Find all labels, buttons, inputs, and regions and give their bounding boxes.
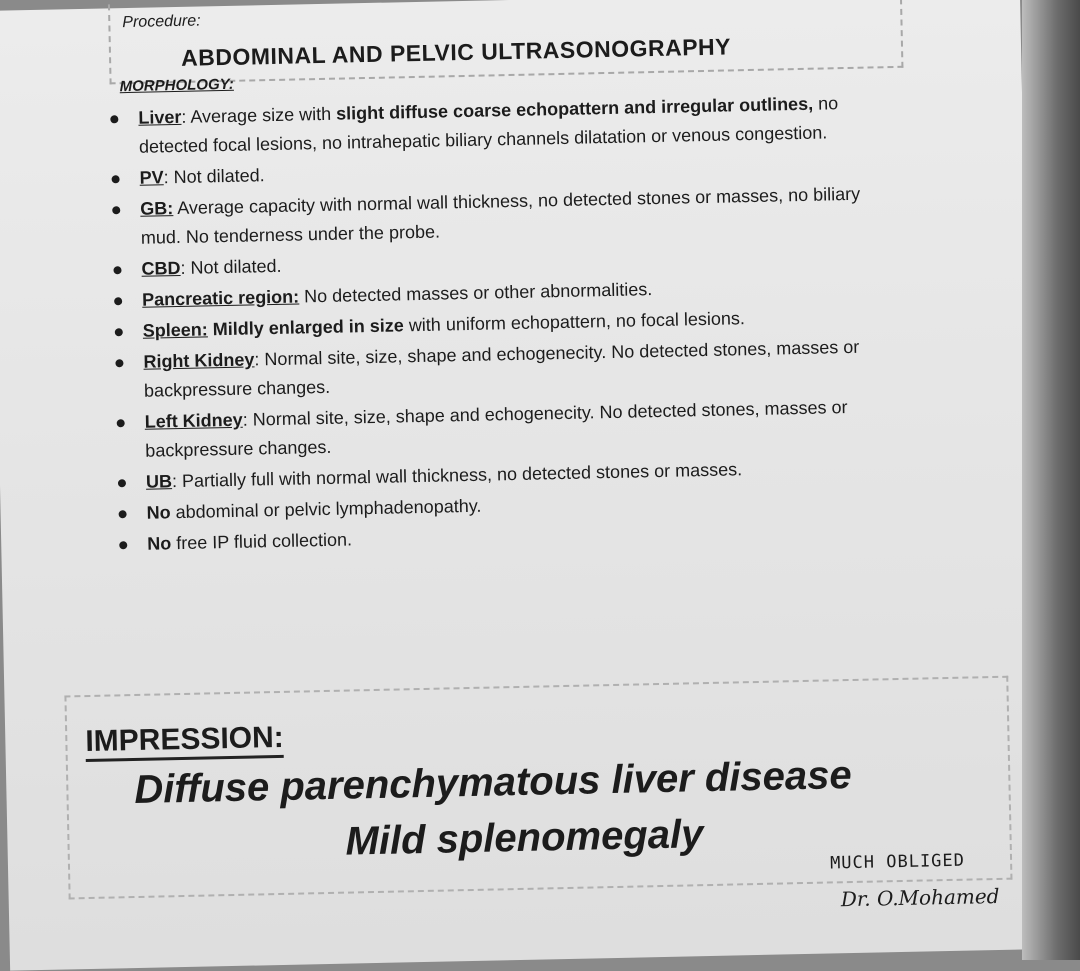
bullet xyxy=(115,359,123,367)
finding-label: CBD xyxy=(141,257,181,279)
finding-text: Average capacity with normal wall thickness, no detected stones or masses, no biliary mud. No tenderness under the probe. xyxy=(140,183,861,248)
bullet xyxy=(112,206,120,214)
bullet xyxy=(119,541,127,549)
finding-text: abdominal or pelvic lymphadenopathy. xyxy=(170,495,482,523)
finding-sep: : xyxy=(163,167,169,188)
finding-emphasis: No xyxy=(147,533,172,554)
finding-label: Pancreatic region: xyxy=(141,286,300,310)
page-edge xyxy=(1022,0,1080,960)
bullet xyxy=(118,479,126,487)
bullet xyxy=(110,115,118,123)
finding-emphasis: Mildly enlarged in size xyxy=(207,315,405,340)
procedure-label: Procedure: xyxy=(122,12,201,32)
findings-list xyxy=(102,88,901,561)
bullet xyxy=(114,297,122,305)
finding-text: Not dilated. xyxy=(168,165,265,188)
bullet xyxy=(113,266,121,274)
finding-label: PV xyxy=(139,167,164,188)
finding-label: Left Kidney xyxy=(144,409,243,432)
finding-sep: : xyxy=(181,106,187,127)
finding-label: Liver xyxy=(138,106,182,128)
impression-heading: IMPRESSION: xyxy=(85,721,284,762)
finding-sep: : xyxy=(171,471,178,492)
bullet xyxy=(117,419,125,427)
finding-label: Spleen: xyxy=(142,319,209,341)
finding-label: Right Kidney xyxy=(143,349,255,372)
finding-text: Normal site, size, shape and echogenecity. No detected stones, masses or backpressure changes. xyxy=(143,336,860,401)
finding-label: GB: xyxy=(140,198,174,219)
finding-text: with uniform echopattern, no focal lesions. xyxy=(403,308,746,336)
finding-text: No detected masses or other abnormalities. xyxy=(298,279,653,307)
closing-text: MUCH OBLIGED xyxy=(829,850,966,874)
finding-sep: : xyxy=(180,257,186,278)
impression-line-2: Mild splenomegaly xyxy=(345,812,704,864)
finding-text: Average size with xyxy=(186,103,332,127)
finding-text: free IP fluid collection. xyxy=(171,529,353,554)
finding-text: Not dilated. xyxy=(185,255,282,278)
finding-emphasis: slight diffuse coarse echopattern and irregular outlines, xyxy=(330,93,814,124)
finding-emphasis: No xyxy=(146,502,171,523)
finding-label: UB xyxy=(145,471,173,492)
finding-text: no detected focal lesions, no intrahepatic biliary channels dilatation or venous congestion. xyxy=(138,93,839,157)
finding-text: Partially full with normal wall thickness, no detected stones or masses. xyxy=(176,459,743,492)
impression-line-1: Diffuse parenchymatous liver disease xyxy=(133,753,853,813)
report-title: ABDOMINAL AND PELVIC ULTRASONOGRAPHY xyxy=(180,33,732,71)
bullet xyxy=(112,175,120,183)
finding-sep: : xyxy=(254,349,260,370)
bullet xyxy=(119,510,127,518)
finding-text: Normal site, size, shape and echogenecity. No detected stones, masses or backpressure changes. xyxy=(145,397,848,461)
doctor-signature: Dr. O.Mohamed xyxy=(840,883,1000,912)
morphology-heading: MORPHOLOGY: xyxy=(119,75,235,96)
bullet xyxy=(115,328,123,336)
finding-sep: : xyxy=(242,409,248,430)
